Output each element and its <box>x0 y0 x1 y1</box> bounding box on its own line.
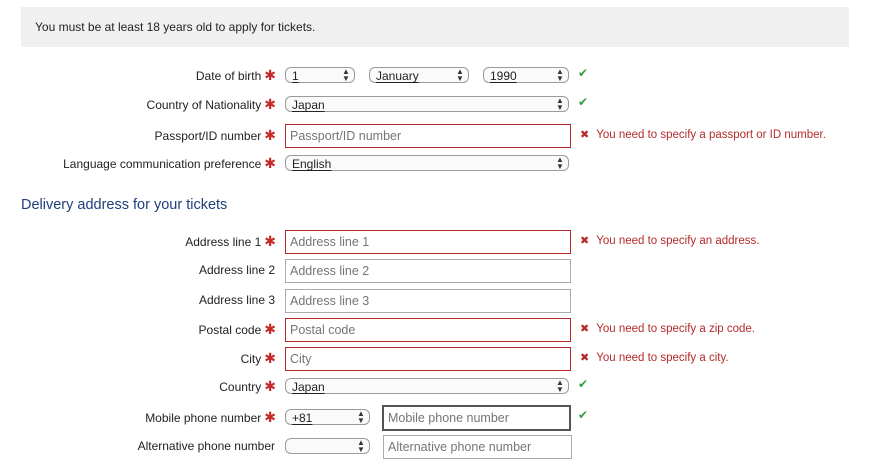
address3-label: Address line 3 <box>198 293 275 307</box>
country-label: Country ✱ <box>219 378 276 394</box>
city-error: ✖ You need to specify a city. <box>580 352 729 364</box>
address1-row <box>0 230 869 252</box>
language-row <box>0 152 869 174</box>
address2-label: Address line 2 <box>198 263 275 277</box>
select-arrows-icon: ▲ ▼ <box>556 155 564 171</box>
dob-month-select[interactable]: January ▲ ▼ <box>369 67 469 83</box>
error-x-icon: ✖ <box>580 235 590 247</box>
alt-phone-code-select[interactable] <box>285 438 370 454</box>
alt-phone-row <box>0 435 869 457</box>
postal-row <box>0 318 869 340</box>
age-notice: You must be at least 18 years old to apply for tickets. <box>21 7 849 47</box>
address2-row <box>0 259 869 281</box>
mobile-code-select[interactable]: +81 ▲ ▼ <box>285 409 370 425</box>
nationality-select[interactable]: Japan ▲ ▼ <box>285 96 569 112</box>
passport-row <box>0 124 869 146</box>
required-icon: ✱ <box>264 378 276 394</box>
alt-phone-input[interactable] <box>383 435 572 459</box>
alt-phone-label: Alternative phone number <box>137 439 275 453</box>
city-label: City ✱ <box>240 350 276 366</box>
required-icon: ✱ <box>264 67 276 83</box>
required-icon: ✱ <box>264 155 276 171</box>
required-icon: ✱ <box>264 233 276 249</box>
select-arrows-icon: ▲ ▼ <box>357 438 365 454</box>
select-arrows-icon: ▲ ▼ <box>556 67 564 83</box>
postal-error: ✖ You need to specify a zip code. <box>580 323 755 335</box>
address1-label: Address line 1 ✱ <box>185 233 276 249</box>
required-icon: ✱ <box>264 127 276 143</box>
passport-error: ✖ You need to specify a passport or ID number. <box>580 129 826 141</box>
valid-check-icon: ✔ <box>578 377 589 391</box>
select-arrows-icon: ▲ ▼ <box>556 378 564 394</box>
required-icon: ✱ <box>264 321 276 337</box>
postal-input[interactable] <box>285 318 571 342</box>
error-x-icon: ✖ <box>580 323 590 335</box>
valid-check-icon: ✔ <box>578 66 589 80</box>
passport-label: Passport/ID number ✱ <box>154 127 276 143</box>
dob-year-select[interactable]: 1990 ▲ ▼ <box>483 67 569 83</box>
address2-input[interactable] <box>285 259 571 283</box>
mobile-row <box>0 406 869 428</box>
mobile-input[interactable] <box>382 405 571 431</box>
select-arrows-icon: ▲ ▼ <box>456 67 464 83</box>
country-row <box>0 375 869 397</box>
required-icon: ✱ <box>264 350 276 366</box>
language-select[interactable]: English ▲ ▼ <box>285 155 569 171</box>
nationality-label: Country of Nationality ✱ <box>146 96 276 112</box>
mobile-label: Mobile phone number ✱ <box>145 409 276 425</box>
postal-label: Postal code ✱ <box>198 321 276 337</box>
valid-check-icon: ✔ <box>578 408 589 422</box>
nationality-row <box>0 93 869 115</box>
delivery-section-title: Delivery address for your tickets <box>21 197 228 213</box>
city-row <box>0 347 869 369</box>
language-label: Language communication preference ✱ <box>63 155 276 171</box>
passport-input[interactable] <box>285 124 571 148</box>
address3-row <box>0 289 869 311</box>
select-arrows-icon: ▲ ▼ <box>556 96 564 112</box>
error-x-icon: ✖ <box>580 352 590 364</box>
address1-error: ✖ You need to specify an address. <box>580 235 760 247</box>
city-input[interactable] <box>285 347 571 371</box>
required-icon: ✱ <box>264 96 276 112</box>
select-arrows-icon: ▲ ▼ <box>342 67 350 83</box>
select-arrows-icon: ▲ ▼ <box>357 409 365 425</box>
dob-row <box>0 64 869 86</box>
address1-input[interactable] <box>285 230 571 254</box>
error-x-icon: ✖ <box>580 129 590 141</box>
address3-input[interactable] <box>285 289 571 313</box>
dob-day-select[interactable]: 1 ▲ ▼ <box>285 67 355 83</box>
valid-check-icon: ✔ <box>578 95 589 109</box>
country-select[interactable]: Japan ▲ ▼ <box>285 378 569 394</box>
dob-label: Date of birth ✱ <box>195 67 276 83</box>
required-icon: ✱ <box>264 409 276 425</box>
